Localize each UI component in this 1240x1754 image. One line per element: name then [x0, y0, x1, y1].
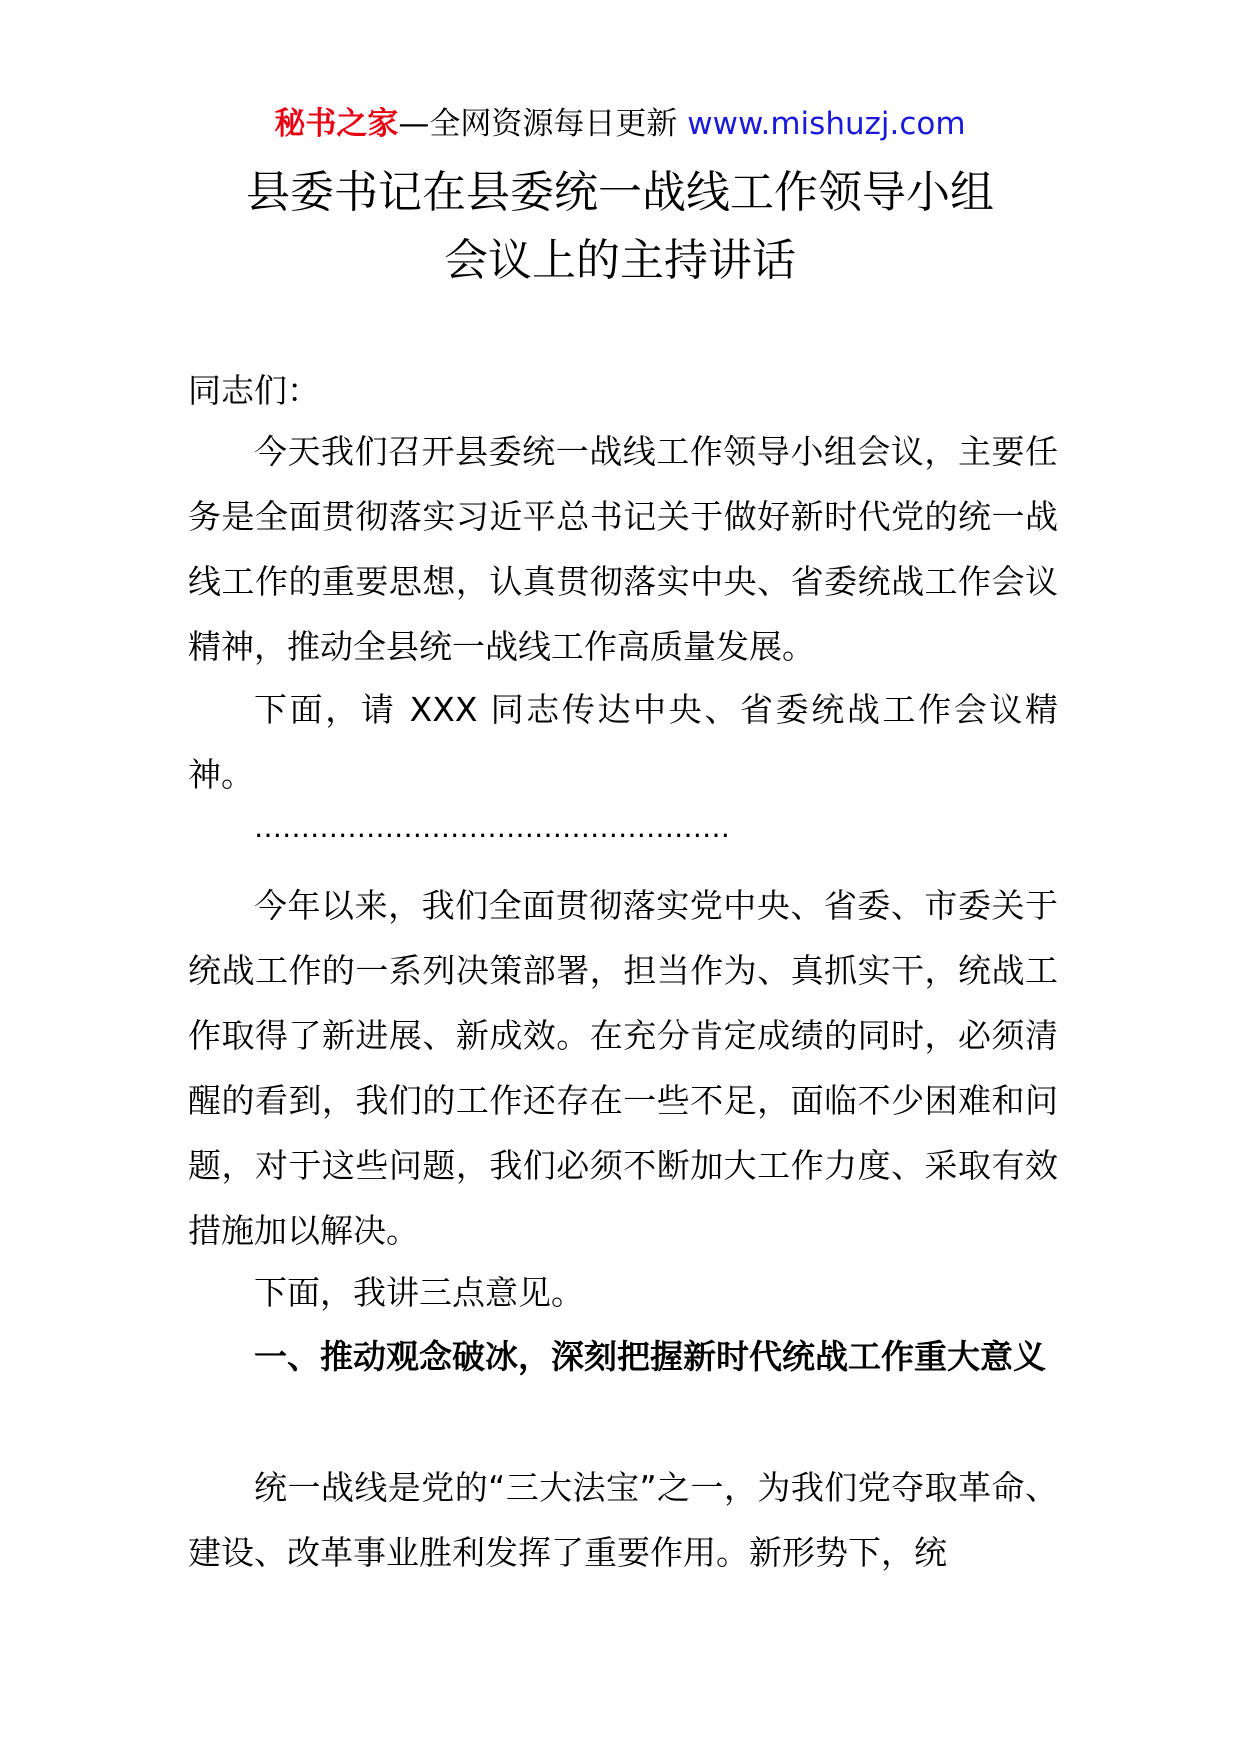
site-url-link[interactable]: www.mishuzj.com	[687, 106, 966, 142]
ellipsis-separator: ……………………………………………	[254, 811, 730, 844]
salutation: 同志们：	[188, 371, 320, 410]
paragraph-review: 今年以来，我们全面贯彻落实党中央、省委、市委关于统战工作的一系列决策部署，担当作为、真抓实干，统战工作取得了新进展、新成效。在充分肯定成绩的同时，必须清醒的看到，我们的工作还存在一些不足，面临不少困难和问题，对于这些问题，我们必须不断加大工作力度、采取有效措施加以解决。	[188, 886, 1058, 1250]
header-tagline: —全网资源每日更新	[398, 106, 678, 142]
section-heading-1: 一、推动观念破冰，深刻把握新时代统战工作重大意义	[254, 1337, 1046, 1376]
site-header	[0, 104, 1240, 144]
paragraph-united-front: 统一战线是党的“三大法宝”之一，为我们党夺取革命、建设、改革事业胜利发挥了重要作用。新形势下，统	[188, 1468, 1058, 1572]
brand-name: 秘书之家	[274, 106, 399, 142]
document-title-line-1: 县委书记在县委统一战线工作领导小组	[246, 167, 994, 218]
paragraph-relay-instruction: 下面，请 XXX 同志传达中央、省委统战工作会议精神。	[188, 690, 1058, 794]
document-title-line-2: 会议上的主持讲话	[444, 235, 796, 286]
paragraph-three-points: 下面，我讲三点意见。	[254, 1273, 584, 1312]
paragraph-opening: 今天我们召开县委统一战线工作领导小组会议，主要任务是全面贯彻落实习近平总书记关于做好新时代党的统一战线工作的重要思想，认真贯彻落实中央、省委统战工作会议精神，推动全县统一战线工作高质量发展。	[188, 432, 1058, 666]
